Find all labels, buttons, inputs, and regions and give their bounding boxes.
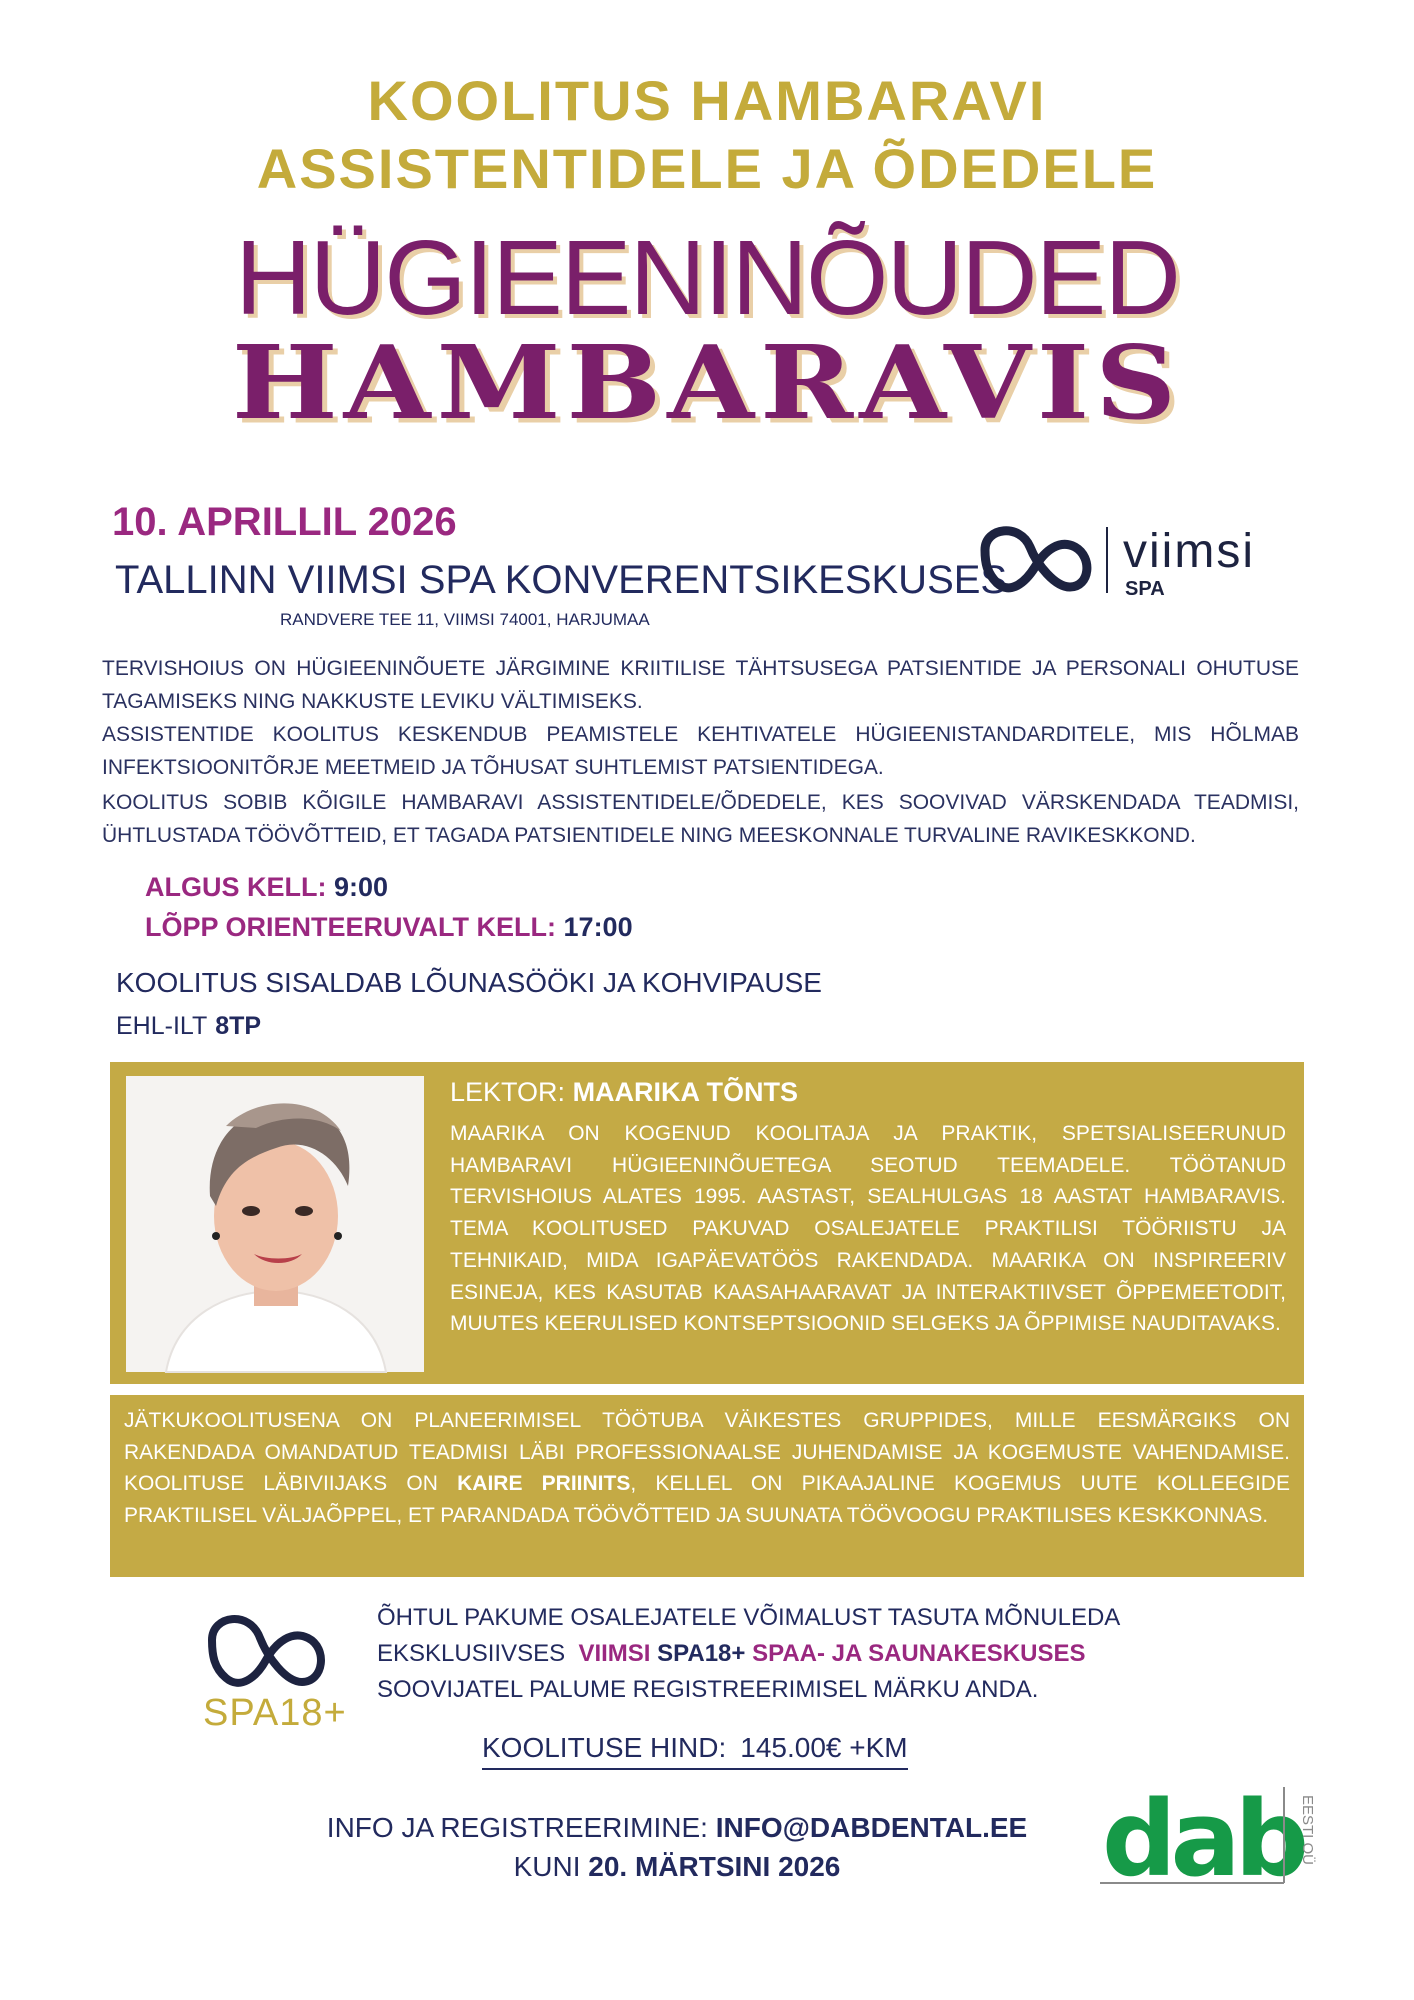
followup-section: [110, 1395, 1304, 1577]
viimsi-logo-text: viimsi: [1123, 525, 1255, 578]
intro-paragraph-1: TERVISHOIUS ON HÜGIEENINÕUETE JÄRGIMINE KRIITILISE TÄHTSUSEGA PATSIENTIDE JA PERSONALI OHUTUSE TAGAMISEKS NING NAKKUSTE LEVIKU VÄLTIMISEKS.: [102, 657, 1299, 713]
followup-trainer-name: KAIRE PRIINITS: [457, 1472, 631, 1496]
spa-name-c: SPAA- JA SAUNAKESKUSES: [752, 1640, 1086, 1667]
spa18-logo-label: SPA18+: [203, 1692, 347, 1734]
start-time-row: [145, 872, 388, 903]
deadline-date: 20. MÄRTSINI 2026: [588, 1851, 841, 1882]
end-time-label: LÕPP ORIENTEERUVALT KELL:: [145, 912, 557, 942]
spa-offer-line-2: [377, 1640, 1085, 1668]
dab-logo: [1100, 1775, 1316, 1900]
lecturer-photo: [126, 1076, 424, 1372]
ehl-value: 8TP: [215, 1012, 262, 1040]
ehl-credits: [116, 1012, 261, 1041]
start-time-value: 9:00: [334, 872, 389, 902]
event-address: RANDVERE TEE 11, VIIMSI 74001, HARJUMAA: [280, 610, 650, 629]
spa-offer-venue: [578, 1640, 1085, 1667]
price-label: KOOLITUSE HIND:: [482, 1732, 727, 1763]
lecturer-label: LEKTOR:: [450, 1077, 566, 1107]
includes-text: KOOLITUS SISALDAB LÕUNASÖÖKI JA KOHVIPAUSE: [116, 967, 822, 998]
dab-logo-text: dab: [1102, 1778, 1304, 1900]
spa-offer-line-3: SOOVIJATEL PALUME REGISTREERIMISEL MÄRKU ANDA.: [377, 1676, 1039, 1703]
heart-loop-icon: [985, 531, 1087, 588]
lecturer-heading: [450, 1077, 798, 1108]
followup-text: [124, 1405, 1290, 1532]
spa-name-a: VIIMSI: [578, 1640, 651, 1667]
spa-name-b: SPA18+: [657, 1640, 746, 1667]
end-time-value: 17:00: [563, 912, 633, 942]
viimsi-logo-sub: SPA: [1125, 578, 1165, 600]
spa-offer-line-1: ÕHTUL PAKUME OSALEJATELE VÕIMALUST TASUTA MÕNULEDA: [377, 1604, 1121, 1631]
price: [482, 1732, 908, 1770]
main-title-line-1: HÜGIEENINÕUDED: [235, 219, 1179, 337]
spa-offer-prefix: EKSKLUSIIVSES: [377, 1640, 566, 1667]
registration-email[interactable]: INFO@DABDENTAL.EE: [715, 1812, 1028, 1843]
intro-paragraph-2: ASSISTENTIDE KOOLITUS KESKENDUB PEAMISTELE KEHTIVATELE HÜGIEENISTANDARDITELE, MIS HÕLMAB INFEKTSIOONITÕRJE MEETMEID JA TÕHUSAT SUHTLEMIST PATSIENTIDEGA.: [102, 723, 1299, 779]
header-line-2: ASSISTENTIDELE JA ÕDEDELE: [256, 137, 1158, 200]
intro-paragraph-3: KOOLITUS SOBIB KÕIGILE HAMBARAVI ASSISTENTIDELE/ÕDEDELE, KES SOOVIVAD VÄRSKENDADA TEADMISI, ÜHTLUSTADA TÖÖVÕTTEID, ET TAGADA PATSIENTIDELE NING MEESKONNALE TURVALINE RAVIKESKKOND.: [102, 791, 1299, 847]
header-line-1: KOOLITUS HAMBARAVI: [367, 69, 1047, 132]
price-value: 145.00€ +KM: [740, 1732, 908, 1763]
deadline-prefix: KUNI: [513, 1851, 581, 1882]
heart-loop-icon: [212, 1619, 321, 1683]
ehl-label: EHL-ILT: [116, 1012, 208, 1040]
lecturer-bio: MAARIKA ON KOGENUD KOOLITAJA JA PRAKTIK, SPETSIALISEERUNUD HAMBARAVI HÜGIEENINÕUETEGA SEOTUD TEEMADELE. TÖÖTANUD TERVISHOIUS ALATES 1995. AASTAST, SEALHULGAS 18 AASTAT HAMBARAVIS. TEMA KOOLITUSED PAKUVAD OSALEJATELE PRAKTILISI TÖÖRIISTU JA TEHNIKAID, MIDA IGAPÄEVATÖÖS RAKENDADA. MAARIKA ON INSPIREERIV ESINEJA, KES KASUTAB KAASAHAARAVAT JA INTERAKTIIVSET ÕPPEMEETODIT, MUUTES KEERULISED KONTSEPTSIOONID SELGEKS JA ÕPPIMISE NAUDITAVAKS.: [450, 1122, 1286, 1336]
start-time-label: ALGUS KELL:: [145, 872, 327, 902]
main-title-line-2: HAMBARAVIS: [231, 324, 1183, 443]
registration-label: INFO JA REGISTREERIMINE:: [326, 1812, 708, 1843]
lecturer-section: [110, 1062, 1304, 1384]
end-time-row: [145, 912, 633, 943]
followup-text-before: JÄTKUKOOLITUSENA ON PLANEERIMISEL TÖÖTUBA VÄIKESTES GRUPPIDES, MILLE EESMÄRGIKS ON RAKENDADA OMANDATUD TEADMISI LÄBI PROFESSIONAALSE JUHENDAMISE JA KOGEMUSTE VAHENDAMISE. KOOLITUSE LÄBIVIIJAKS ON: [124, 1409, 1290, 1496]
viimsi-spa-logo: [975, 515, 1305, 605]
followup-text-after: , KELLEL ON PIKAAJALINE KOGEMUS UUTE KOLLEEGIDE PRAKTILISEL VÄLJAÕPPEL, ET PARANDADA TÖÖVÕTTEID JA SUUNATA TÖÖVOOGU PRAKTILISES KESKKONNAS.: [124, 1472, 1290, 1528]
event-venue: TALLINN VIIMSI SPA KONVERENTSIKESKUSES: [115, 558, 1008, 602]
dab-logo-sub: EESTI OÜ: [1299, 1795, 1316, 1866]
event-date: 10. APRILLIL 2026: [112, 500, 457, 544]
lecturer-name: MAARIKA TÕNTS: [572, 1077, 799, 1107]
